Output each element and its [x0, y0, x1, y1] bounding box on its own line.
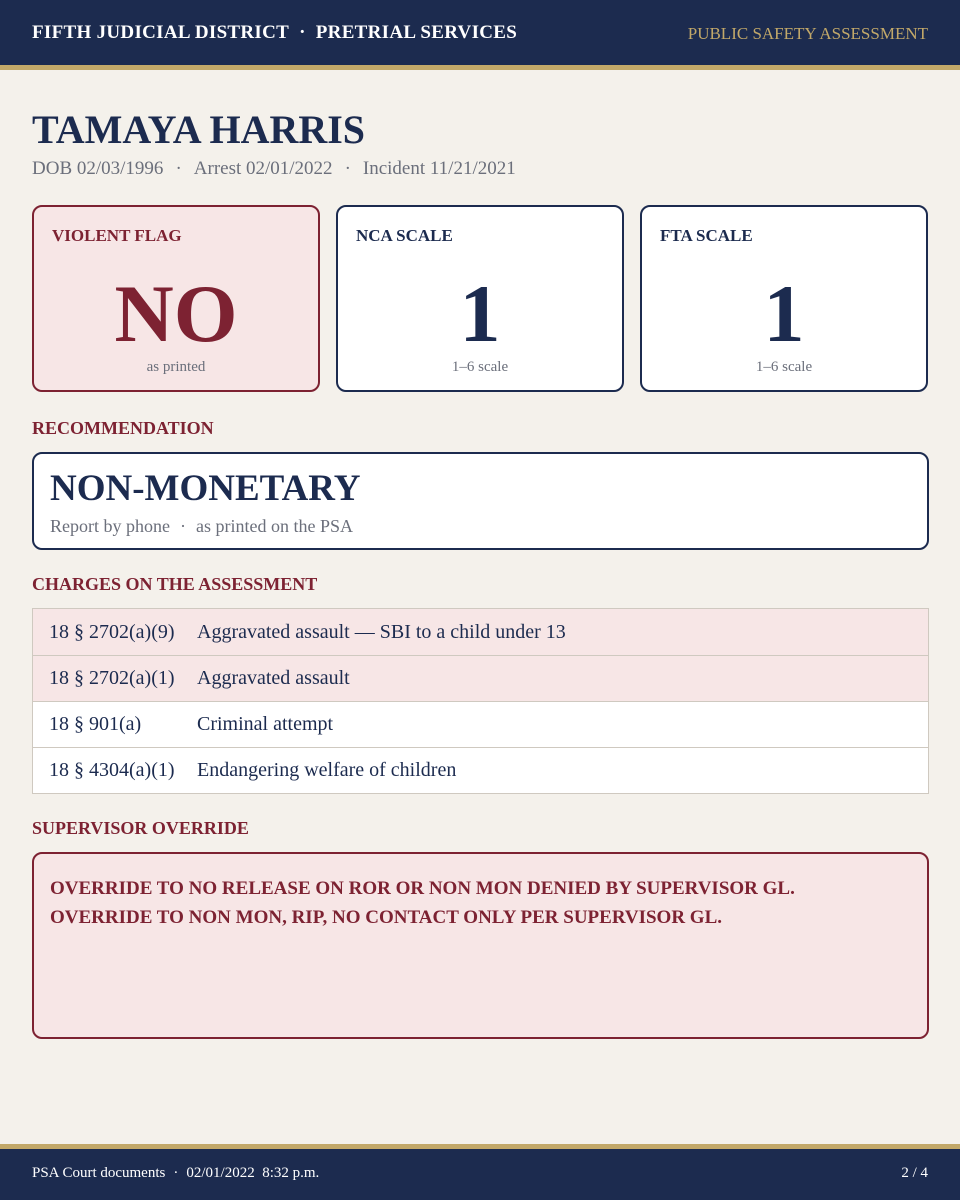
note-separator: · [179, 516, 186, 536]
card-subtext: 1–6 scale [755, 359, 813, 375]
charge-description: Aggravated assault [197, 667, 350, 689]
fta-scale-value: 1 [763, 268, 805, 359]
charge-description: Aggravated assault — SBI to a child under 13 [197, 620, 566, 643]
defendant-meta [32, 158, 516, 180]
card-subtext: as printed [146, 359, 206, 375]
incident-date: Incident 11/21/2021 [362, 158, 516, 179]
violent-flag-card [32, 205, 320, 392]
charge-row [33, 701, 928, 747]
meta-separator: · [175, 158, 182, 179]
nca-scale-card [336, 205, 624, 392]
arrest-date: Arrest 02/01/2022 [193, 158, 333, 179]
charge-row [33, 747, 928, 793]
recommendation-source: as printed on the PSA [195, 516, 353, 536]
charge-row [33, 655, 928, 701]
source-name: PSA Court documents [32, 1165, 166, 1181]
page-footer [0, 1144, 960, 1200]
footer-separator: · [173, 1165, 179, 1181]
district-name: FIFTH JUDICIAL DISTRICT [32, 22, 290, 43]
charge-code: 18 § 901(a) [49, 713, 142, 735]
header-separator: · [299, 22, 306, 43]
defendant-name: TAMAYA HARRIS [32, 107, 366, 152]
override-box [32, 852, 929, 1039]
recommendation-detail: Report by phone [50, 516, 170, 536]
recommendation-heading: RECOMMENDATION [32, 418, 214, 438]
charges-table [32, 608, 929, 794]
violent-flag-value: NO [114, 268, 238, 359]
fta-scale-card [640, 205, 928, 392]
page-header [0, 0, 960, 70]
page-number: 2 / 4 [901, 1165, 928, 1181]
timestamp: 02/01/2022 8:32 p.m. [186, 1165, 320, 1181]
override-line: OVERRIDE TO NON MON, RIP, NO CONTACT ONLY PER SUPERVISOR GL. [50, 907, 723, 928]
recommendation-note [50, 516, 353, 537]
card-label: FTA SCALE [660, 226, 753, 245]
footer-source [32, 1165, 319, 1182]
nca-scale-value: 1 [459, 268, 501, 359]
card-subtext: 1–6 scale [451, 359, 509, 375]
header-title [32, 22, 517, 44]
card-label: VIOLENT FLAG [52, 226, 182, 245]
charge-code: 18 § 4304(a)(1) [49, 759, 175, 781]
recommendation-box [32, 452, 929, 550]
document-type: PUBLIC SAFETY ASSESSMENT [687, 24, 928, 43]
meta-separator: · [344, 158, 351, 179]
dob: DOB 02/03/1996 [32, 158, 164, 179]
card-label: NCA SCALE [356, 226, 453, 245]
charge-row [33, 609, 928, 655]
department-name: PRETRIAL SERVICES [315, 22, 518, 43]
charge-description: Criminal attempt [197, 713, 334, 735]
override-heading: SUPERVISOR OVERRIDE [32, 818, 249, 838]
charge-code: 18 § 2702(a)(9) [49, 620, 175, 643]
charge-description: Endangering welfare of children [197, 759, 457, 781]
charges-heading: CHARGES ON THE ASSESSMENT [32, 574, 318, 594]
recommendation-value: NON-MONETARY [50, 468, 361, 509]
charge-code: 18 § 2702(a)(1) [49, 667, 175, 689]
override-line: OVERRIDE TO NO RELEASE ON ROR OR NON MON DENIED BY SUPERVISOR GL. [50, 878, 795, 899]
